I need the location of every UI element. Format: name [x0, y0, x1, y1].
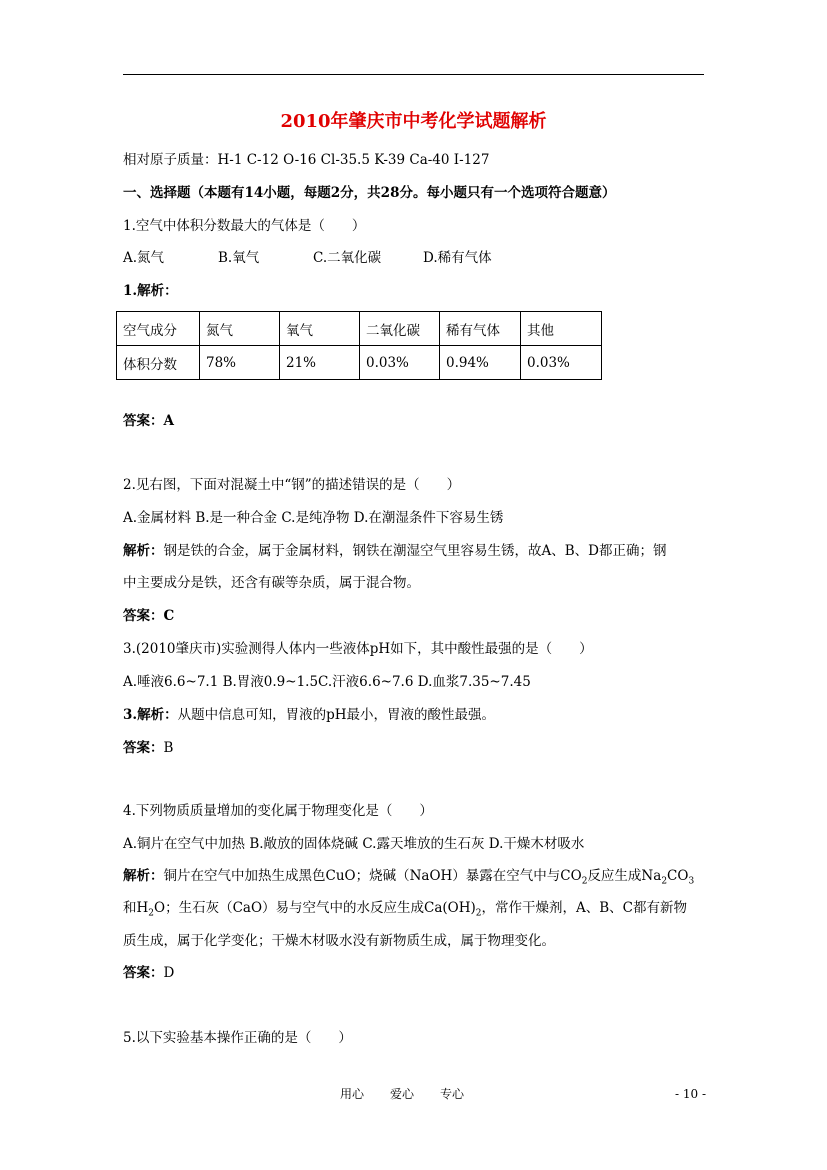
table-cell: 稀有气体 [440, 312, 521, 346]
header-rule [123, 74, 704, 75]
footer-motto [340, 1086, 490, 1102]
table-cell: 0.03% [521, 346, 602, 380]
question-4-analysis-line [123, 866, 723, 892]
subscript: 2 [148, 908, 155, 919]
table-cell: 0.03% [360, 346, 440, 380]
analysis-label: 解析： [123, 868, 164, 884]
footer-item: 爱心 [390, 1087, 415, 1101]
table-cell: 二氧化碳 [360, 312, 440, 346]
answer-label: 答案： [123, 965, 164, 981]
analysis-text: ，常作干燥剂，A、B、C都有新物 [481, 900, 688, 916]
option-c: C.二氧化碳 [313, 250, 382, 266]
question-2-answer [123, 606, 723, 626]
answer-value: B [163, 740, 174, 756]
subscript: 2 [475, 908, 482, 919]
question-1-analysis-label: 1.解析： [123, 283, 178, 299]
table-cell: 其他 [521, 312, 602, 346]
table-cell: 空气成分 [117, 312, 200, 346]
question-2-analysis-line [123, 541, 723, 561]
analysis-label: 3.解析： [123, 707, 178, 723]
analysis-text: O；生石灰（CaO）易与空气中的水反应生成Ca(OH) [154, 900, 476, 916]
analysis-text: 从题中信息可知，胃液的pH最小，胃液的酸性最强。 [177, 707, 496, 723]
question-4-answer [123, 963, 723, 983]
question-1-stem: 1.空气中体积分数最大的气体是（ ） [123, 218, 366, 234]
footer-item: 专心 [440, 1087, 465, 1101]
question-2-options: A.金属材料 B.是一种合金 C.是纯净物 D.在潮湿条件下容易生锈 [123, 510, 504, 526]
subscript: 3 [688, 876, 695, 887]
analysis-text: 反应生成Na [587, 868, 662, 884]
question-1-answer: 答案：A [123, 413, 174, 429]
answer-value: C [163, 608, 175, 624]
answer-label: 答案： [123, 740, 164, 756]
table-row [117, 312, 602, 346]
air-composition-table [116, 311, 602, 380]
answer-label: 答案： [123, 608, 164, 624]
table-cell: 氧气 [280, 312, 360, 346]
table-cell: 21% [280, 346, 360, 380]
question-2-analysis-line: 中主要成分是铁，还含有碳等杂质，属于混合物。 [123, 575, 420, 591]
subscript: 2 [661, 876, 668, 887]
page-number: - 10 - [675, 1087, 707, 1101]
analysis-text: 钢是铁的合金，属于金属材料，钢铁在潮湿空气里容易生锈，故A、B、D都正确；钢 [163, 543, 667, 559]
table-cell: 0.94% [440, 346, 521, 380]
table-row [117, 346, 602, 380]
question-4-options: A.铜片在空气中加热 B.敞放的固体烧碱 C.露天堆放的生石灰 D.干燥木材吸水 [123, 836, 585, 852]
question-3-answer [123, 738, 723, 758]
section-heading: 一、选择题（本题有14小题，每题2分，共28分。每小题只有一个选项符合题意） [123, 185, 616, 201]
option-d: D.稀有气体 [423, 250, 492, 266]
table-cell: 78% [200, 346, 280, 380]
footer-item: 用心 [340, 1087, 365, 1101]
question-3-analysis-line [123, 705, 723, 725]
analysis-text: CO [667, 868, 689, 884]
option-b: B.氧气 [218, 250, 260, 266]
question-4-stem: 4.下列物质质量增加的变化属于物理变化是（ ） [123, 803, 433, 819]
question-1-options [123, 248, 723, 268]
option-a: A.氮气 [123, 250, 165, 266]
atomic-masses: 相对原子质量：H-1 C-12 O-16 Cl-35.5 K-39 Ca-40 I-127 [123, 152, 490, 168]
analysis-text: 铜片在空气中加热生成黑色CuO；烧碱（NaOH）暴露在空气中与CO [163, 868, 582, 884]
table-cell: 体积分数 [117, 346, 200, 380]
question-3-stem: 3.(2010肇庆市)实验测得人体内一些液体pH如下，其中酸性最强的是（ ） [123, 641, 593, 657]
question-4-analysis-line [123, 898, 723, 924]
table-cell: 氮气 [200, 312, 280, 346]
question-5-stem: 5.以下实验基本操作正确的是（ ） [123, 1030, 352, 1046]
page-title: 2010年肇庆市中考化学试题解析 [280, 111, 547, 132]
analysis-text: 和H [123, 900, 149, 916]
question-3-options: A.唾液6.6~7.1 B.胃液0.9~1.5C.汗液6.6~7.6 D.血浆7.35~7.45 [123, 674, 531, 690]
question-4-analysis-line: 质生成，属于化学变化；干燥木材吸水没有新物质生成，属于物理变化。 [123, 933, 555, 949]
analysis-label: 解析： [123, 543, 164, 559]
question-2-stem: 2.见右图，下面对混凝土中“钢”的描述错误的是（ ） [123, 477, 461, 493]
answer-value: D [163, 965, 175, 981]
subscript: 2 [581, 876, 588, 887]
